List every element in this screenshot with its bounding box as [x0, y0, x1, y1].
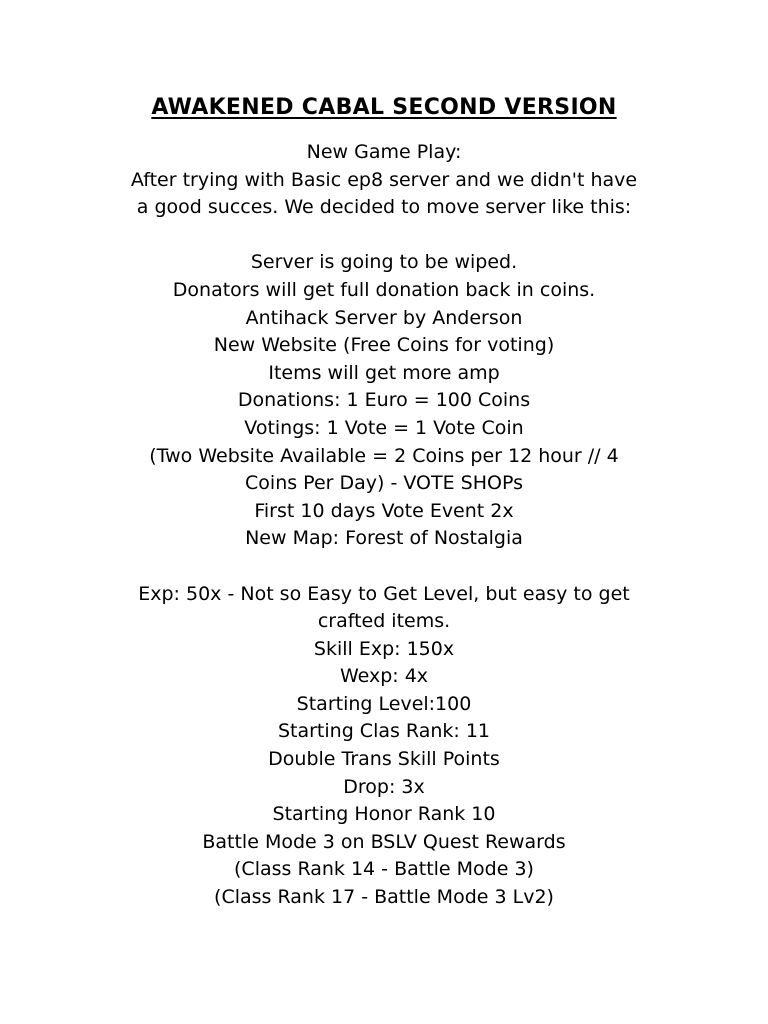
body-line: Donators will get full donation back in coins.: [172, 278, 596, 301]
body-line: a good succes. We decided to move server like this:: [136, 196, 632, 219]
body-line: Battle Mode 3 on BSLV Quest Rewards: [202, 830, 566, 853]
body-line: Votings: 1 Vote = 1 Vote Coin: [244, 416, 524, 439]
blank-line: [100, 222, 668, 250]
body-line: Donations: 1 Euro = 100 Coins: [237, 389, 531, 412]
body-line: Wexp: 4x: [339, 665, 429, 688]
body-line: (Class Rank 17 - Battle Mode 3 Lv2): [214, 886, 554, 909]
body-line: Skill Exp: 150x: [313, 637, 455, 660]
body-line: New Website (Free Coins for voting): [213, 334, 555, 357]
body-line: New Game Play:: [306, 141, 462, 163]
body-line: New Map: Forest of Nostalgia: [245, 527, 523, 550]
body-line: (Two Website Available = 2 Coins per 12 hour // 4: [149, 444, 619, 467]
body-line: Coins Per Day) - VOTE SHOPs: [245, 472, 523, 495]
body-line: crafted items.: [317, 610, 451, 633]
body-line: Items will get more amp: [268, 361, 500, 384]
body-line: After trying with Basic ep8 server and we didn't have: [130, 168, 638, 191]
document-title: AWAKENED CABAL SECOND VERSION: [151, 95, 617, 120]
body-line: Antihack Server by Anderson: [245, 306, 523, 329]
body-line: Starting Clas Rank: 11: [277, 720, 491, 743]
body-line: Starting Honor Rank 10: [272, 803, 496, 826]
document-body: [100, 139, 668, 912]
body-line: Exp: 50x - Not so Easy to Get Level, but easy to get: [138, 582, 630, 605]
body-line: Drop: 3x: [343, 775, 425, 798]
body-line: (Class Rank 14 - Battle Mode 3): [234, 858, 534, 881]
blank-line: [100, 553, 668, 581]
body-line: Server is going to be wiped.: [250, 251, 518, 274]
body-line: First 10 days Vote Event 2x: [254, 499, 514, 522]
body-line: Starting Level:100: [296, 692, 472, 715]
body-line: Double Trans Skill Points: [268, 748, 500, 771]
